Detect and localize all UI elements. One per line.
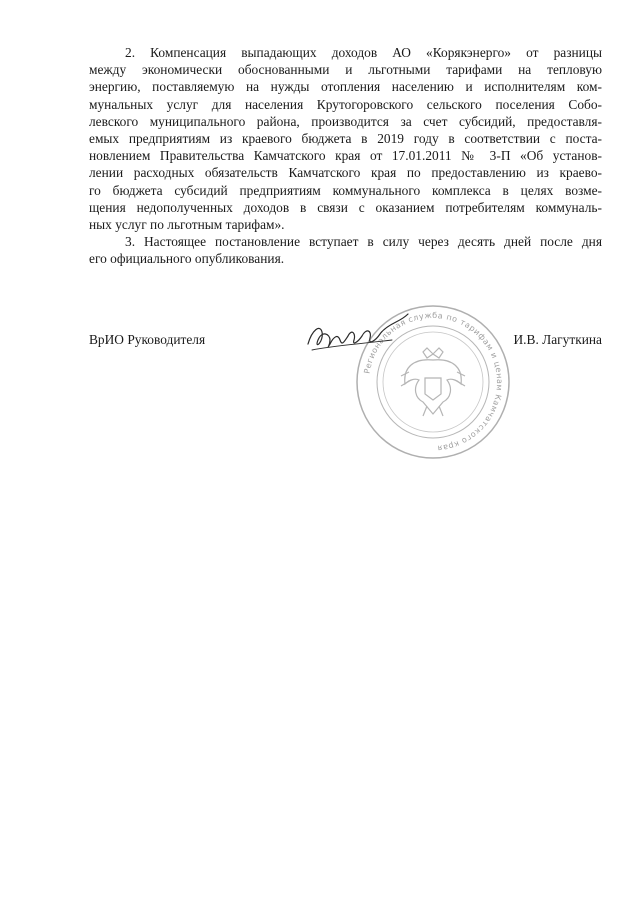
text-line: емых предприятиям из краевого бюджета в 2019 году в соответствии с поста- (89, 131, 602, 147)
paragraph-2 (89, 44, 602, 233)
text-line: мунальных услуг для населения Крутогоровского сельского поселения Собо- (89, 96, 602, 112)
paragraph-3 (89, 233, 602, 267)
text-line: 3. Настоящее постановление вступает в силу через десять дней после дня (125, 234, 602, 250)
text-line: левского муниципального района, производится за счет субсидий, предоставля- (89, 113, 602, 129)
text-line: между экономически обоснованными и льготными тарифами на тепловую (89, 62, 602, 78)
text-line: новлением Правительства Камчатского края от 17.01.2011 № 3-П «Об установ- (89, 148, 602, 164)
handwritten-signature (300, 300, 420, 370)
signer-position: ВрИО Руководителя (89, 332, 206, 347)
text-line: 2. Компенсация выпадающих доходов АО «Корякэнерго» от разницы (125, 45, 602, 60)
text-line: его официального опубликования. (89, 251, 285, 267)
text-line: щения недополученных доходов в связи с оказанием потребителям коммуналь- (89, 199, 602, 215)
body-text (89, 44, 602, 268)
text-line: лении расходных обязательств Камчатского края по предоставлению из краево- (89, 165, 602, 181)
text-line: энергию, поставляемую на нужды отопления населению и исполнителям ком- (89, 79, 602, 95)
text-line: ных услуг по льготным тарифам». (89, 217, 285, 233)
text-line: го бюджета субсидий предприятиям коммунального комплекса в целях возме- (89, 182, 602, 198)
signer-name: И.В. Лагуткина (513, 332, 602, 347)
seal-text: Региональная служба по тарифам и ценам Камчатского края (362, 310, 505, 453)
